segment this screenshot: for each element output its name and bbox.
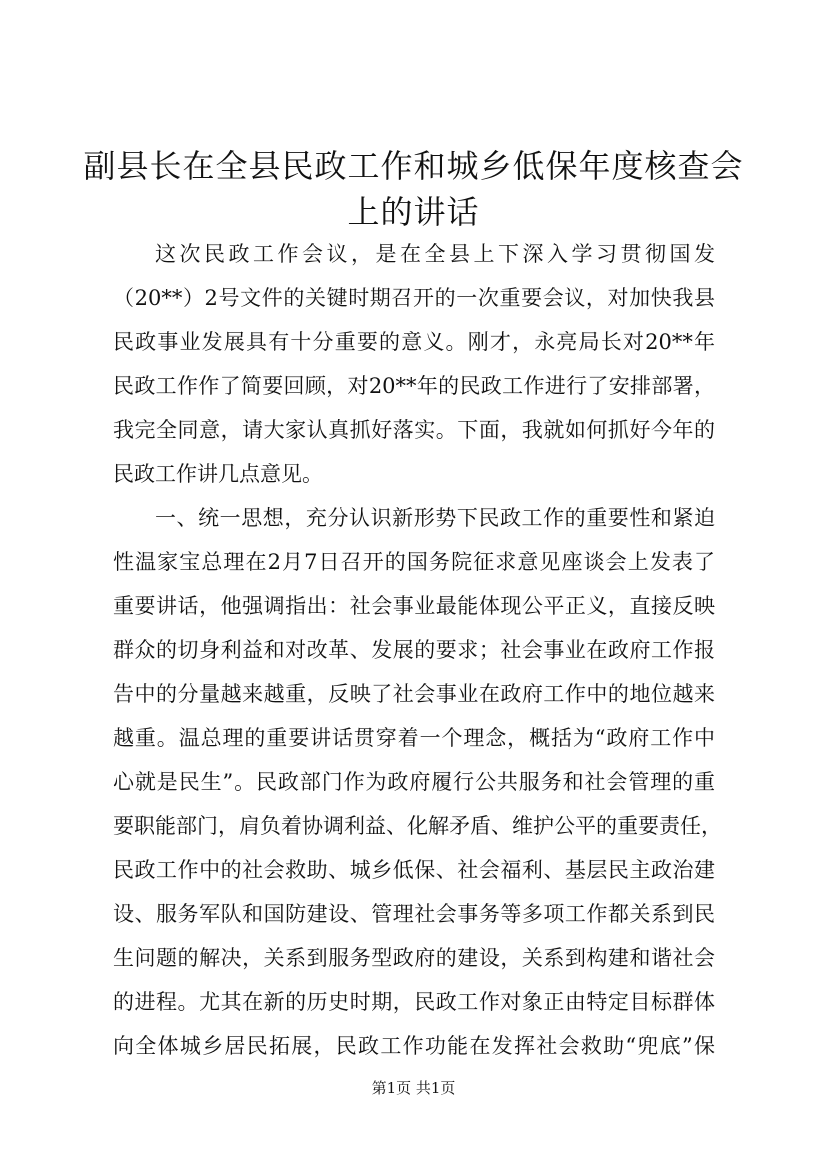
- text-line: 民政工作讲几点意见。: [113, 462, 323, 486]
- document-title: [80, 143, 747, 235]
- text-line: 的进程。尤其在新的历史时期，民政工作对象正由特定目标群体: [113, 990, 715, 1014]
- text-line: 民政工作中的社会救助、城乡低保、社会福利、基层民主政治建: [113, 858, 715, 882]
- text-line: 心就是民生”。民政部门作为政府履行公共服务和社会管理的重: [113, 770, 715, 794]
- page-number-footer: 第1页 共1页: [371, 1079, 456, 1097]
- text-line: 告中的分量越来越重，反映了社会事业在政府工作中的地位越来: [113, 682, 715, 706]
- text-line: 向全体城乡居民拓展，民政工作功能在发挥社会救助“兜底”保: [113, 1034, 715, 1058]
- text-line: 设、服务军队和国防建设、管理社会事务等多项工作都关系到民: [113, 902, 715, 926]
- text-line: 越重。温总理的重要讲话贯穿着一个理念，概括为“政府工作中: [113, 726, 715, 750]
- title-line: 上的讲话: [347, 193, 480, 231]
- text-line: 重要讲话，他强调指出：社会事业最能体现公平正义，直接反映: [113, 594, 715, 618]
- text-line: 群众的切身利益和对改革、发展的要求；社会事业在政府工作报: [113, 638, 715, 662]
- text-line: 一、统一思想，充分认识新形势下民政工作的重要性和紧迫: [155, 506, 715, 530]
- text-line: 民政事业发展具有十分重要的意义。刚才，永亮局长对20**年: [113, 330, 715, 354]
- text-line: 这次民政工作会议，是在全县上下深入学习贯彻国发: [155, 242, 715, 266]
- title-line: 副县长在全县民政工作和城乡低保年度核查会: [83, 147, 744, 185]
- paragraph-2: [113, 496, 722, 1068]
- text-line: 生问题的解决，关系到服务型政府的建设，关系到构建和谐社会: [113, 946, 715, 970]
- text-line: 要职能部门，肩负着协调利益、化解矛盾、维护公平的重要责任，: [113, 814, 722, 838]
- paragraph-1: [113, 232, 715, 496]
- text-line: 我完全同意，请大家认真抓好落实。下面，我就如何抓好今年的: [113, 418, 715, 442]
- document-body: [113, 232, 722, 1068]
- text-line: （20**）2号文件的关键时期召开的一次重要会议，对加快我县: [113, 286, 715, 310]
- text-line: 民政工作作了简要回顾，对20**年的民政工作进行了安排部署，: [113, 374, 715, 398]
- text-line: 性温家宝总理在2月7日召开的国务院征求意见座谈会上发表了: [113, 550, 715, 574]
